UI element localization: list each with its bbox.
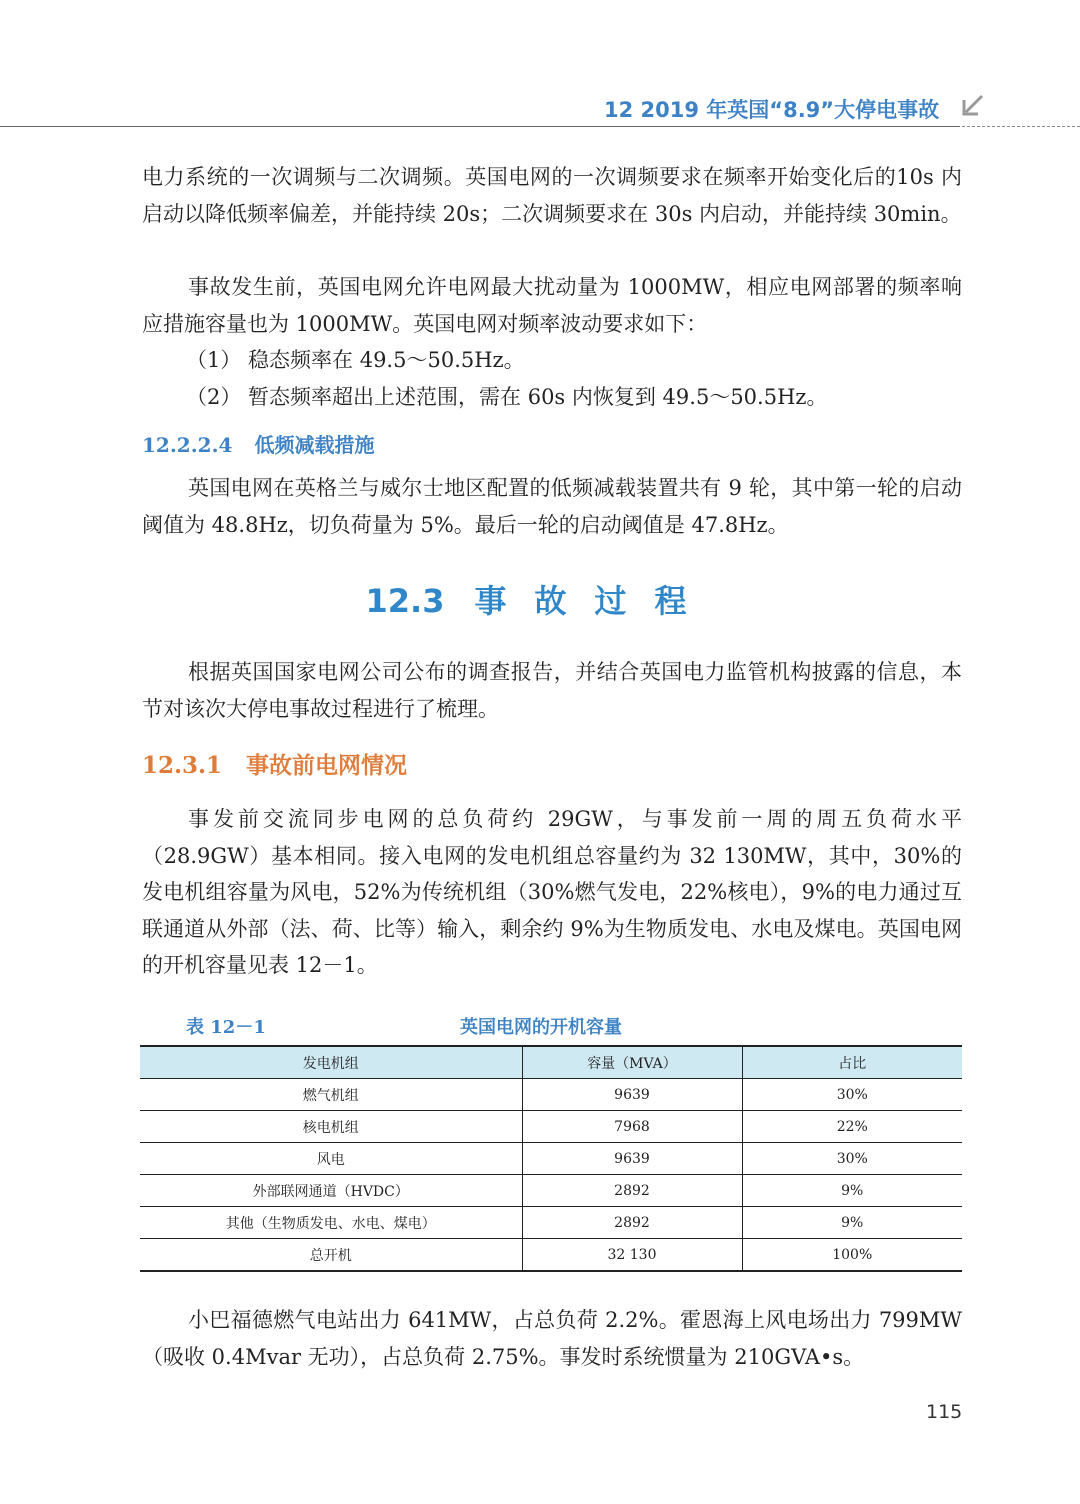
chapter-header-title: 12 2019 年英国“8.9”大停电事故 (604, 98, 940, 122)
table-row (140, 1111, 962, 1143)
table-cell: 9% (742, 1175, 962, 1207)
table-row (140, 1207, 962, 1239)
table-cell: 9639 (522, 1143, 742, 1175)
table-cell: 外部联网通道（HVDC） (140, 1175, 522, 1207)
table-cell: 2892 (522, 1207, 742, 1239)
list-item-transient-frequency: （2） 暂态频率超出上述范围，需在 60s 内恢复到 49.5～50.5Hz。 (186, 385, 828, 409)
table-row (140, 1175, 962, 1207)
table-cell: 总开机 (140, 1239, 522, 1272)
paragraph-frequency-regulation: 电力系统的一次调频与二次调频。英国电网的一次调频要求在频率开始变化后的10s 内启动以降低频率偏差，并能持续 20s；二次调频要求在 30s 内启动，并能持续 30min。 (142, 165, 962, 226)
page-number: 115 (926, 1401, 963, 1423)
table-cell: 30% (742, 1143, 962, 1175)
table-cell: 燃气机组 (140, 1079, 522, 1111)
table-cell: 9% (742, 1207, 962, 1239)
table-cell: 7968 (522, 1111, 742, 1143)
subsection-heading-pre-incident (142, 747, 407, 780)
paragraph-pre-incident-grid: 事发前交流同步电网的总负荷约 29GW，与事发前一周的周五负荷水平（28.9GW）基本相同。接入电网的发电机组总容量约为 32 130MW，其中，30%的发电机组容量为风电，52%为传统机组（30%燃气发电，22%核电），9%的电力通过互联通道从外部（法、荷、比等）输入，剩余约 9%为生物质发电、水电及煤电。英国电网的开机容量见表 12－1。 (142, 807, 962, 977)
paragraph-section-intro: 根据英国国家电网公司公布的调查报告，并结合英国电力监管机构披露的信息，本节对该次大停电事故过程进行了梳理。 (142, 660, 962, 721)
table-cell: 核电机组 (140, 1111, 522, 1143)
table-cell: 风电 (140, 1143, 522, 1175)
table-cell: 32 130 (522, 1239, 742, 1272)
subsection-heading-load-shedding (142, 429, 374, 458)
section-heading (0, 576, 1080, 622)
table-cell: 22% (742, 1111, 962, 1143)
subsection-title: 事故前电网情况 (246, 752, 408, 779)
table-header-cell: 容量（MVA） (522, 1046, 742, 1079)
table-cell: 100% (742, 1239, 962, 1272)
table-header-row (140, 1046, 962, 1079)
table-cell: 9639 (522, 1079, 742, 1111)
generation-capacity-table (140, 1045, 962, 1272)
table-cell: 30% (742, 1079, 962, 1111)
table-header-cell: 发电机组 (140, 1046, 522, 1079)
paragraph-load-shedding: 英国电网在英格兰与威尔士地区配置的低频减载装置共有 9 轮，其中第一轮的启动阈值为 48.8Hz，切负荷量为 5%。最后一轮的启动阈值是 47.8Hz。 (142, 476, 962, 537)
subsection-number: 12.3.1 (142, 752, 223, 779)
table-caption-title: 英国电网的开机容量 (460, 1017, 622, 1038)
corner-arrow-icon (958, 92, 986, 120)
table-cell: 其他（生物质发电、水电、煤电） (140, 1207, 522, 1239)
table-caption-number: 表 12－1 (186, 1017, 266, 1038)
table-cell: 2892 (522, 1175, 742, 1207)
subsection-title: 低频减载措施 (254, 433, 375, 457)
table-header-cell: 占比 (742, 1046, 962, 1079)
paragraph-plant-output: 小巴福德燃气电站出力 641MW，占总负荷 2.2%。霍恩海上风电场出力 799MW（吸收 0.4Mvar 无功），占总负荷 2.75%。事发时系统惯量为 210GVA•s。 (142, 1308, 962, 1369)
section-number: 12.3 (365, 582, 445, 620)
header-dashed-rule (962, 126, 1080, 127)
subsection-number: 12.2.2.4 (142, 433, 233, 457)
paragraph-disturbance-limit: 事故发生前，英国电网允许电网最大扰动量为 1000MW，相应电网部署的频率响应措施容量也为 1000MW。英国电网对频率波动要求如下： (142, 275, 962, 336)
table-row (140, 1079, 962, 1111)
table-row-total (140, 1239, 962, 1272)
section-title: 事故过程 (474, 582, 715, 620)
list-item-steady-frequency: （1） 稳态频率在 49.5～50.5Hz。 (186, 348, 525, 372)
header-rule (0, 126, 960, 127)
table-row (140, 1143, 962, 1175)
